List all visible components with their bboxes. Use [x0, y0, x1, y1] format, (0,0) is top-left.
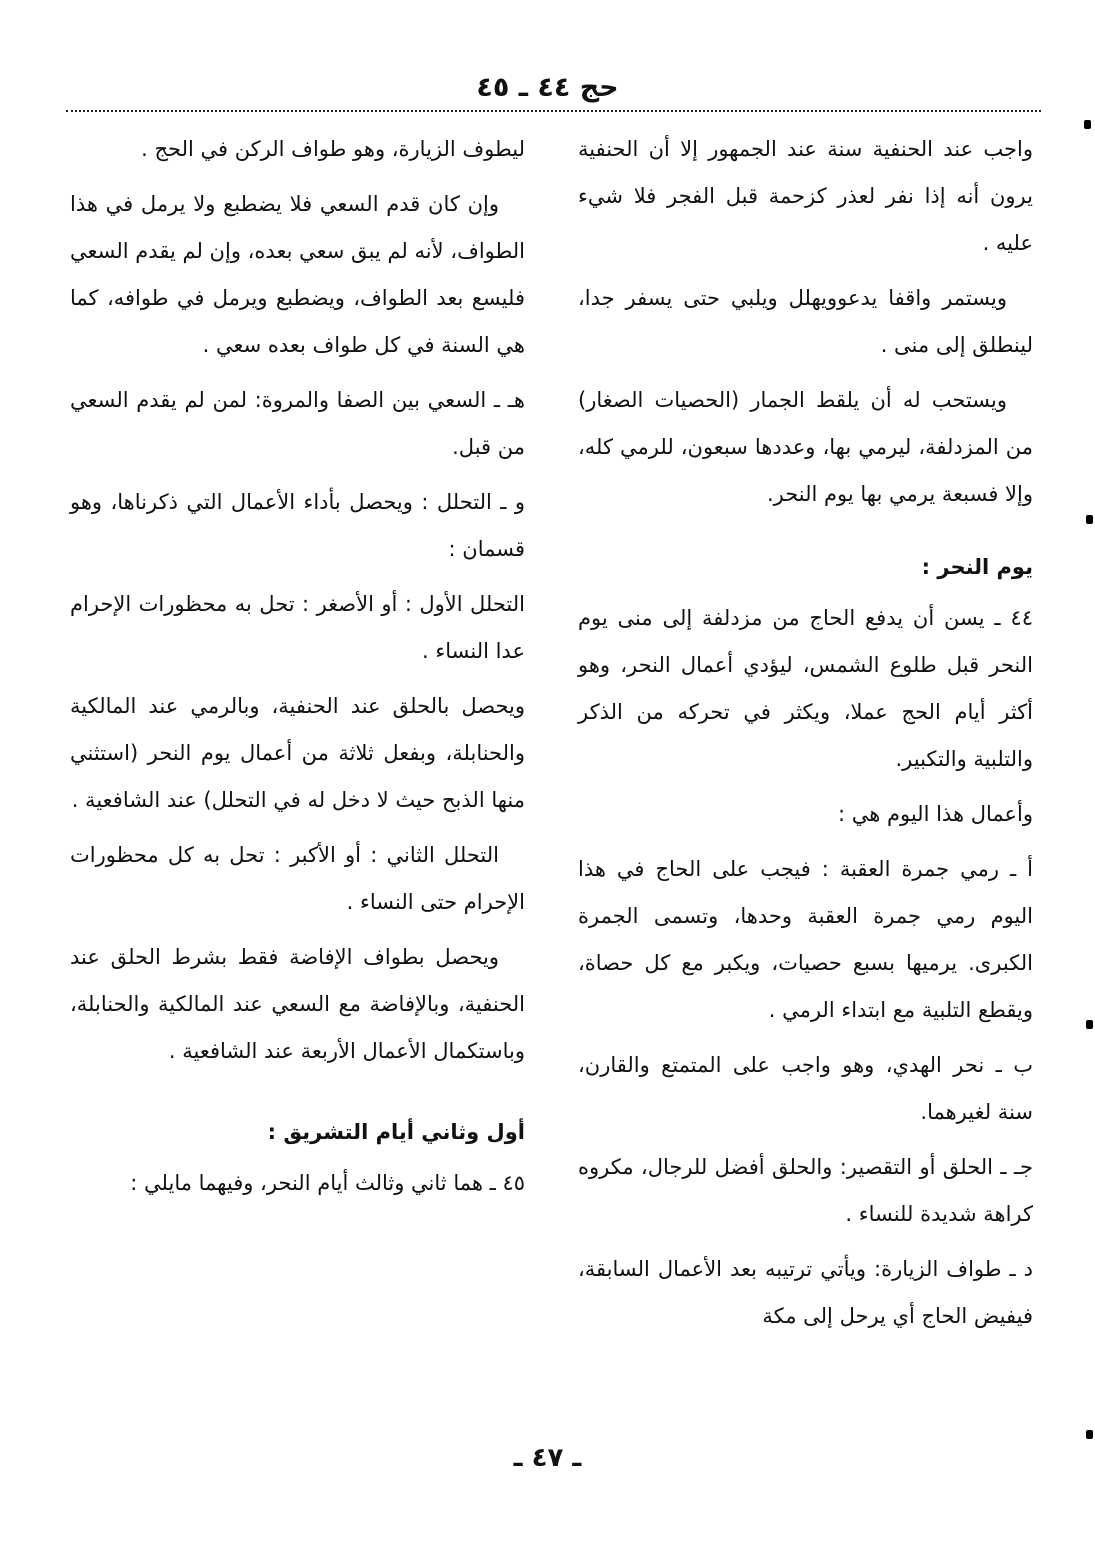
scan-edge-mark	[1086, 1020, 1093, 1029]
paragraph: وإن كان قدم السعي فلا يضطبع ولا يرمل في هذا الطواف، لأنه لم يبق سعي بعده، وإن لم يقدم السعي فليسع بعد الطواف، ويضطبع ويرمل في طوافه، كما هي السنة في كل طواف بعده سعي .	[70, 192, 525, 357]
paragraph: ويحصل بطواف الإفاضة فقط بشرط الحلق عند الحنفية، وبالإفاضة مع السعي عند المالكية والحنابلة، وباستكمال الأعمال الأربعة عند الشافعية .	[70, 945, 525, 1063]
paragraph: هـ ـ السعي بين الصفا والمروة: لمن لم يقدم السعي من قبل.	[70, 388, 525, 459]
paragraph: ويستمر واقفا يدعوويهلل ويلبي حتى يسفر جدا، لينطلق إلى منى .	[578, 286, 1033, 357]
section-heading: أول وثاني أيام التشريق :	[267, 1120, 525, 1144]
paragraph: جـ ـ الحلق أو التقصير: والحلق أفضل للرجال، مكروه كراهة شديدة للنساء .	[578, 1155, 1033, 1226]
paragraph: واجب عند الحنفية سنة عند الجمهور إلا أن الحنفية يرون أنه إذا نفر لعذر كزحمة قبل الفجر فلا شيء عليه .	[578, 137, 1033, 255]
page-number: ـ ٤٧ ـ	[513, 1443, 582, 1473]
paragraph: د ـ طواف الزيارة: ويأتي ترتيبه بعد الأعمال السابقة، فيفيض الحاج أي يرحل إلى مكة	[578, 1257, 1033, 1328]
paragraph: و ـ التحلل : ويحصل بأداء الأعمال التي ذكرناها، وهو قسمان :	[70, 490, 525, 561]
running-header: حج ٤٤ ـ ٤٥	[476, 72, 619, 103]
section-heading: يوم النحر :	[921, 555, 1033, 579]
paragraph: وأعمال هذا اليوم هي :	[837, 802, 1033, 826]
paragraph: التحلل الأول : أو الأصغر : تحل به محظورات الإحرام عدا النساء .	[70, 592, 525, 663]
paragraph: ليطوف الزيارة، وهو طواف الركن في الحج .	[141, 137, 525, 161]
paragraph: ٤٥ ـ هما ثاني وثالث أيام النحر، وفيهما مايلي :	[130, 1171, 525, 1195]
left-column	[70, 126, 525, 1215]
paragraph: ٤٤ ـ يسن أن يدفع الحاج من مزدلفة إلى منى يوم النحر قبل طلوع الشمس، ليؤدي أعمال النحر، وهو أكثر أيام الحج عملا، ويكثر في تحركه من الذكر والتلبية والتكبير.	[578, 606, 1033, 771]
paragraph: التحلل الثاني : أو الأكبر : تحل به كل محظورات الإحرام حتى النساء .	[70, 843, 525, 914]
scan-edge-mark	[1084, 120, 1091, 129]
paragraph: ب ـ نحر الهدي، وهو واجب على المتمتع والقارن، سنة لغيرهما.	[578, 1053, 1033, 1124]
scan-edge-mark	[1086, 1430, 1093, 1439]
paragraph: أ ـ رمي جمرة العقبة : فيجب على الحاج في هذا اليوم رمي جمرة العقبة وحدها، وتسمى الجمرة الكبرى. يرميها بسبع حصيات، ويكبر مع كل حصاة، ويقطع التلبية مع ابتداء الرمي .	[578, 857, 1033, 1022]
right-column	[578, 126, 1033, 1348]
paragraph: ويستحب له أن يلقط الجمار (الحصيات الصغار) من المزدلفة، ليرمي بها، وعددها سبعون، للرمي كله، وإلا فسبعة يرمي بها يوم النحر.	[578, 388, 1033, 506]
header-dotted-rule	[66, 110, 1041, 112]
paragraph: ويحصل بالحلق عند الحنفية، وبالرمي عند المالكية والحنابلة، وبفعل ثلاثة من أعمال يوم النحر (استثني منها الذبح حيث لا دخل له في التحلل) عند الشافعية .	[70, 694, 525, 812]
scan-edge-mark	[1086, 515, 1093, 524]
